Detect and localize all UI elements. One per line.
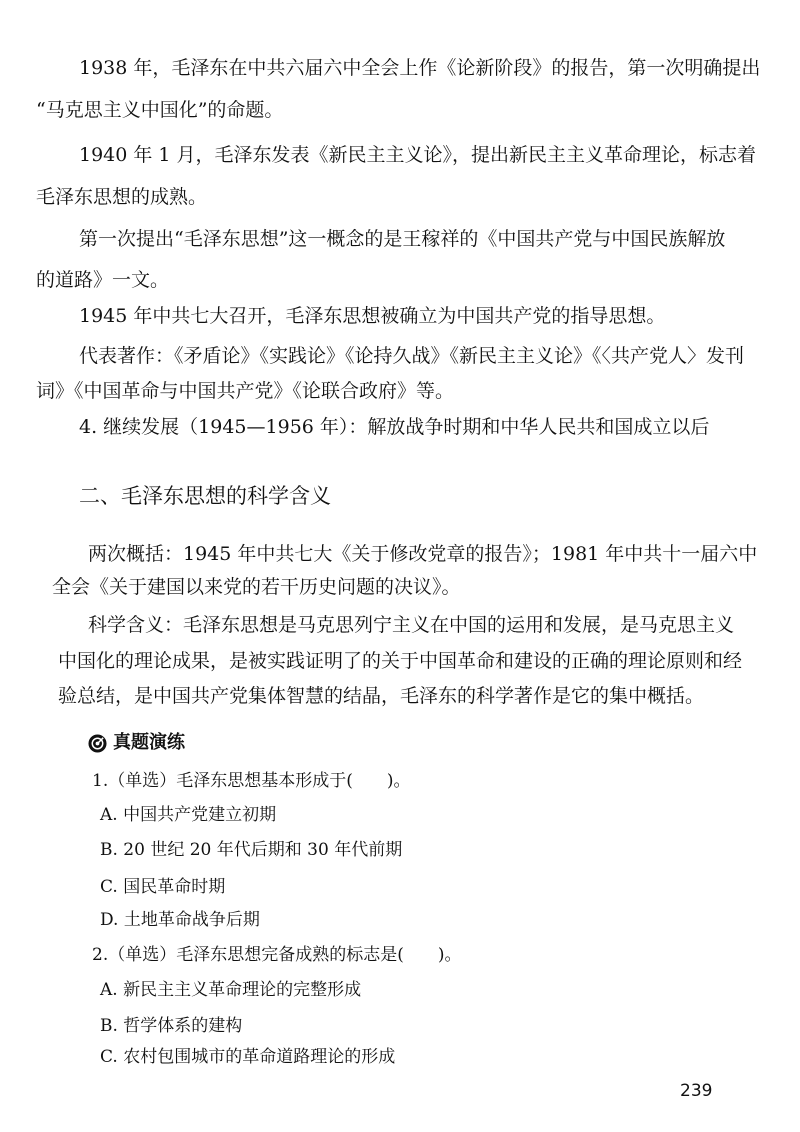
target-icon bbox=[88, 734, 107, 753]
option-item: A. 新民主主义革命理论的完整形成 bbox=[100, 980, 362, 1000]
option-item: B. 哲学体系的建构 bbox=[100, 1016, 243, 1036]
paragraph-line: 第一次提出“毛泽东思想”这一概念的是王稼祥的《中国共产党与中国民族解放 bbox=[79, 228, 726, 250]
section-heading: 二、毛泽东思想的科学含义 bbox=[79, 484, 331, 508]
option-item: C. 国民革命时期 bbox=[100, 877, 226, 897]
exercise-header bbox=[88, 731, 185, 755]
paragraph-line: 1940 年 1 月，毛泽东发表《新民主主义论》，提出新民主主义革命理论，标志着 bbox=[79, 144, 757, 166]
paragraph-line: 验总结，是中国共产党集体智慧的结晶，毛泽东的科学著作是它的集中概括。 bbox=[58, 685, 705, 707]
option-item: C. 农村包围城市的革命道路理论的形成 bbox=[100, 1047, 396, 1067]
paragraph-line: 代表著作：《矛盾论》《实践论》《论持久战》《新民主主义论》《〈共产党人〉发刊 bbox=[79, 345, 745, 367]
page-number: 239 bbox=[680, 1081, 713, 1101]
exercise-title: 真题演练 bbox=[113, 732, 185, 753]
paragraph-line: 毛泽东思想的成熟。 bbox=[36, 186, 208, 208]
option-item: A. 中国共产党建立初期 bbox=[100, 805, 277, 825]
paragraph-line: 1938 年，毛泽东在中共六届六中全会上作《论新阶段》的报告，第一次明确提出 bbox=[79, 57, 761, 79]
paragraph-line: 科学含义：毛泽东思想是马克思列宁主义在中国的运用和发展，是马克思主义 bbox=[88, 614, 735, 636]
option-item: D. 土地革命战争后期 bbox=[100, 910, 260, 930]
question-2: 2.（单选）毛泽东思想完备成熟的标志是( )。 bbox=[92, 945, 462, 965]
option-item: B. 20 世纪 20 年代后期和 30 年代前期 bbox=[100, 840, 403, 860]
paragraph-line: 的道路》一文。 bbox=[36, 269, 170, 291]
paragraph-line: 词》《中国革命与中国共产党》《论联合政府》等。 bbox=[36, 380, 455, 402]
paragraph-line: 4. 继续发展（1945—1956 年）：解放战争时期和中华人民共和国成立以后 bbox=[79, 416, 710, 438]
paragraph-line: 1945 年中共七大召开，毛泽东思想被确立为中国共产党的指导思想。 bbox=[79, 305, 666, 327]
paragraph-line: 中国化的理论成果，是被实践证明了的关于中国革命和建设的正确的理论原则和经 bbox=[58, 650, 743, 672]
paragraph-line: “马克思主义中国化”的命题。 bbox=[36, 99, 284, 121]
paragraph-line: 两次概括：1945 年中共七大《关于修改党章的报告》；1981 年中共十一届六中 bbox=[88, 543, 758, 565]
paragraph-line: 全会《关于建国以来党的若干历史问题的决议》。 bbox=[52, 576, 461, 598]
question-1: 1.（单选）毛泽东思想基本形成于( )。 bbox=[92, 771, 411, 791]
